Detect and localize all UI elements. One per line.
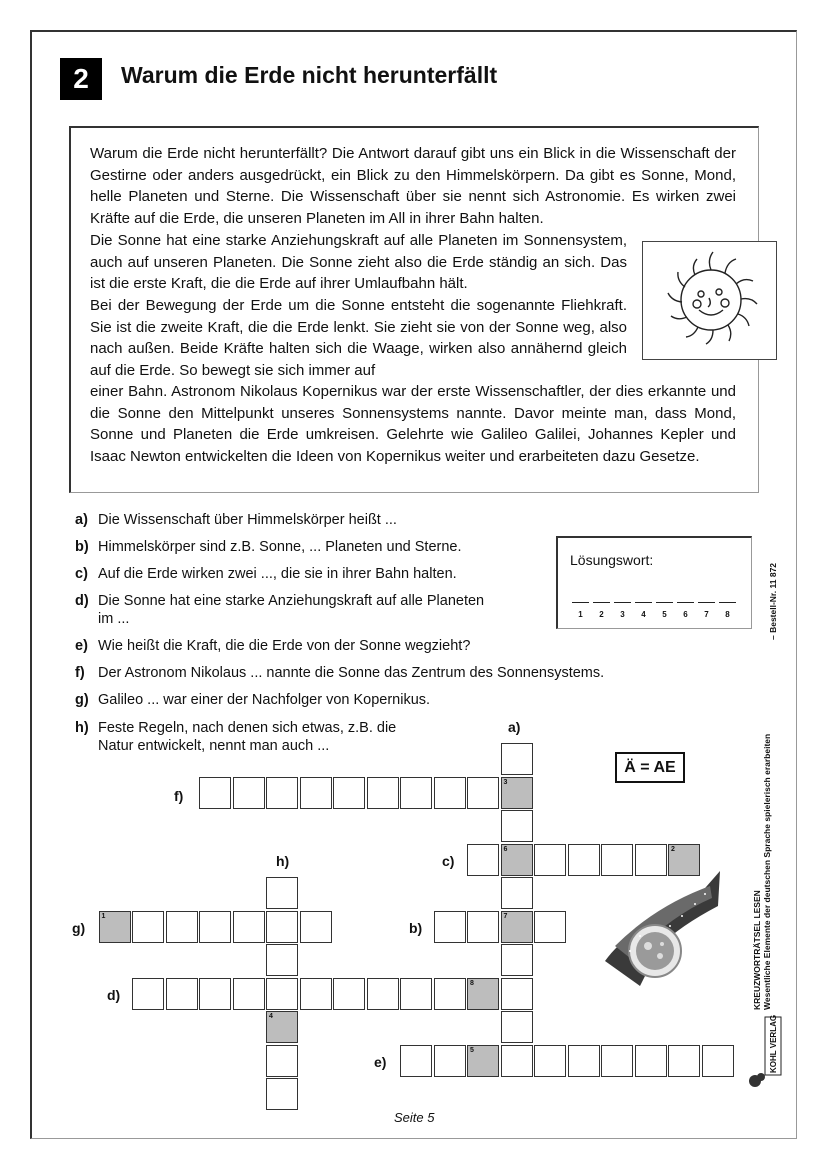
crossword-cell[interactable] [635, 1045, 667, 1077]
crossword-cell[interactable] [501, 777, 533, 809]
crossword-cell-number: 7 [503, 912, 508, 920]
solution-word-title: Lösungswort: [570, 552, 654, 568]
section-number-badge: 2 [60, 58, 102, 100]
crossword-cell-number: 8 [470, 979, 474, 987]
crossword-cell[interactable] [501, 877, 533, 909]
crossword-cell[interactable] [199, 978, 231, 1010]
clue-label-f: f) [174, 788, 184, 804]
crossword-cell[interactable] [434, 1045, 466, 1077]
crossword-cell[interactable] [400, 1045, 432, 1077]
question-b: b) Himmelskörper sind z.B. Sonne, ... Planeten und Sterne. [75, 539, 462, 555]
solution-slot-number: 8 [725, 610, 730, 619]
question-d: d) Die Sonne hat eine starke Anziehungskraft auf alle Planeten im ... [75, 593, 485, 627]
crossword-cell-number: 4 [269, 1013, 273, 1020]
crossword-cell[interactable] [266, 1045, 298, 1077]
solution-slot-number: 4 [641, 610, 646, 619]
crossword-cell[interactable] [333, 978, 365, 1010]
clue-label-a: a) [508, 719, 521, 735]
order-number-text: – Bestell-Nr. 11 872 [768, 562, 778, 640]
question-a: a) Die Wissenschaft über Himmelskörper heißt ... [75, 512, 397, 528]
solution-slot[interactable] [656, 602, 673, 603]
solution-slot-number: 6 [683, 610, 688, 619]
crossword-cell[interactable] [534, 1045, 566, 1077]
sun-illustration [642, 241, 777, 360]
question-h: h) Feste Regeln, nach denen sich etwas, z.B. die Natur entwickelt, nennt man auch ... [75, 720, 397, 754]
crossword-cell[interactable] [266, 978, 298, 1010]
crossword-cell[interactable] [501, 944, 533, 976]
crossword-cell[interactable] [300, 777, 332, 809]
solution-slot[interactable] [593, 602, 610, 603]
umlaut-hint: Ä = AE [615, 752, 685, 783]
solution-slot[interactable] [719, 602, 736, 603]
crossword-cell[interactable] [132, 978, 164, 1010]
solution-slot-number: 3 [620, 610, 625, 619]
crossword-cell-number: 2 [671, 845, 675, 853]
crossword-cell[interactable] [534, 844, 566, 876]
crossword-cell[interactable] [501, 978, 533, 1010]
night-sky-moon-illustration [600, 866, 725, 991]
crossword-cell[interactable] [467, 978, 499, 1010]
page-number: Seite 5 [394, 1110, 435, 1125]
crossword-cell[interactable] [333, 777, 365, 809]
solution-slot-number: 2 [599, 610, 604, 619]
crossword-cell[interactable] [166, 911, 198, 943]
crossword-cell[interactable] [501, 810, 533, 842]
question-c: c) Auf die Erde wirken zwei ..., die sie in ihrer Bahn halten. [75, 566, 457, 582]
crossword-cell[interactable] [199, 911, 231, 943]
crossword-cell-number: 5 [470, 1046, 474, 1054]
crossword-cell[interactable] [400, 777, 432, 809]
solution-word-box [556, 536, 752, 629]
crossword-cell[interactable] [132, 911, 164, 943]
crossword-cell[interactable] [501, 844, 533, 876]
crossword-cell[interactable] [702, 1045, 734, 1077]
crossword-cell[interactable] [434, 911, 466, 943]
solution-slot[interactable] [677, 602, 694, 603]
crossword-cell[interactable] [266, 877, 298, 909]
svg-text:KOHL VERLAG: KOHL VERLAG [769, 1015, 778, 1073]
crossword-cell[interactable] [266, 944, 298, 976]
text-paragraph-3a: Bei der Bewegung der Erde um die Sonne entsteht die sogenannte Fliehkraft. Sie ist die zweite Kraft, die die Erde lenkt. Sie zieht sie von der Sonne weg, also nach außen. Beide Kräfte halten sich die Waage, wirken also annähernd gleich auf die Erde. So bewegt sie sich immer auf [90, 297, 627, 379]
clue-label-e: e) [374, 1054, 387, 1070]
clue-label-b: b) [409, 920, 423, 936]
side-caption-subtitle: Wesentliche Elemente der deutschen Sprache spielerisch erarbeiten [762, 733, 772, 1010]
crossword-cell[interactable] [300, 911, 332, 943]
crossword-cell[interactable] [166, 978, 198, 1010]
page-title: Warum die Erde nicht herunterfällt [121, 62, 498, 88]
solution-slot-number: 5 [662, 610, 667, 619]
crossword-cell[interactable] [434, 978, 466, 1010]
clue-label-c: c) [442, 853, 455, 869]
crossword-cell[interactable] [300, 978, 332, 1010]
solution-slot-number: 7 [704, 610, 709, 619]
crossword-cell[interactable] [99, 911, 131, 943]
crossword-cell[interactable] [601, 1045, 633, 1077]
crossword-cell[interactable] [668, 1045, 700, 1077]
crossword-cell[interactable] [434, 777, 466, 809]
sun-face-icon [643, 242, 776, 359]
crossword-cell[interactable] [568, 844, 600, 876]
text-paragraph-3b: einer Bahn. Astronom Nikolaus Kopernikus war der erste Wissenschaftler, der dies erkannte und die Sonne den Mittelpunkt unseres Sonnensystems nannte. Davor meinte man, dass Mond, Sonne und Planeten die Erde umkreisen. Gelehrte wie Galileo Galilei, Johannes Kepler und Isaac Newton entwickelten die Ideen von Kopernikus weiter und erarbeiteten dazu Gesetze. [90, 383, 736, 465]
crossword-cell[interactable] [400, 978, 432, 1010]
crossword-cell[interactable] [266, 911, 298, 943]
crossword-cell-number: 6 [503, 845, 508, 853]
solution-slot[interactable] [614, 602, 631, 603]
crossword-cell[interactable] [367, 777, 399, 809]
clue-label-d: d) [107, 987, 121, 1003]
crossword-cell[interactable] [534, 911, 566, 943]
crossword-cell[interactable] [467, 911, 499, 943]
crossword-cell[interactable] [266, 777, 298, 809]
solution-slot-number: 1 [578, 610, 583, 619]
solution-slot[interactable] [635, 602, 652, 603]
side-caption-title: KREUZWORTRÄTSEL LESEN [752, 890, 762, 1010]
question-f: f) Der Astronom Nikolaus ... nannte die Sonne das Zentrum des Sonnensystems. [75, 665, 605, 681]
text-paragraph-1: Warum die Erde nicht herunterfällt? Die Antwort darauf gibt uns ein Blick in die Wissenschaft der Gestirne oder anders ausgedrückt, ein Blick zu den Himmelskörpern. Da gibt es Sonne, Mond, helle Planeten und Sterne. Die Wissenschaft über sie nennt sich Astronomie. Es wirken zwei Kräfte auf die Erde, die unseren Planeten im All in ihrer Bahn halten. [90, 145, 736, 227]
clue-label-h: h) [276, 853, 290, 869]
crossword-cell[interactable] [233, 978, 265, 1010]
crossword-cell[interactable] [501, 743, 533, 775]
text-paragraph-2: Die Sonne hat eine starke Anziehungskraft auf alle Planeten im Sonnensystem, auch auf unseren Planeten. Die Sonne zieht also die Erde ständig an sich. Das ist die erste Kraft, die die Erde auf ihrer Umlaufbahn hält. [90, 232, 627, 293]
crossword-cell-number: 3 [503, 778, 508, 786]
solution-slot[interactable] [698, 602, 715, 603]
crossword-cell[interactable] [501, 911, 533, 943]
crossword-cell[interactable] [501, 1011, 533, 1043]
publisher-logo [745, 1015, 785, 1090]
question-e: e) Wie heißt die Kraft, die die Erde von der Sonne wegzieht? [75, 638, 471, 654]
crossword-cell[interactable] [467, 1045, 499, 1077]
crossword-cell[interactable] [266, 1078, 298, 1110]
question-g: g) Galileo ... war einer der Nachfolger von Kopernikus. [75, 692, 431, 708]
kohl-verlag-logo-icon [745, 1015, 785, 1090]
clue-label-g: g) [72, 920, 86, 936]
moon-icon [600, 866, 725, 991]
crossword-cell[interactable] [199, 777, 231, 809]
crossword-cell[interactable] [233, 911, 265, 943]
crossword-cell[interactable] [467, 777, 499, 809]
crossword-cell-number: 1 [101, 912, 106, 920]
crossword-cell[interactable] [501, 1045, 533, 1077]
crossword-cell[interactable] [467, 844, 499, 876]
crossword-cell[interactable] [367, 978, 399, 1010]
crossword-cell[interactable] [266, 1011, 298, 1043]
crossword-cell[interactable] [233, 777, 265, 809]
crossword-cell[interactable] [568, 1045, 600, 1077]
solution-slot[interactable] [572, 602, 589, 603]
